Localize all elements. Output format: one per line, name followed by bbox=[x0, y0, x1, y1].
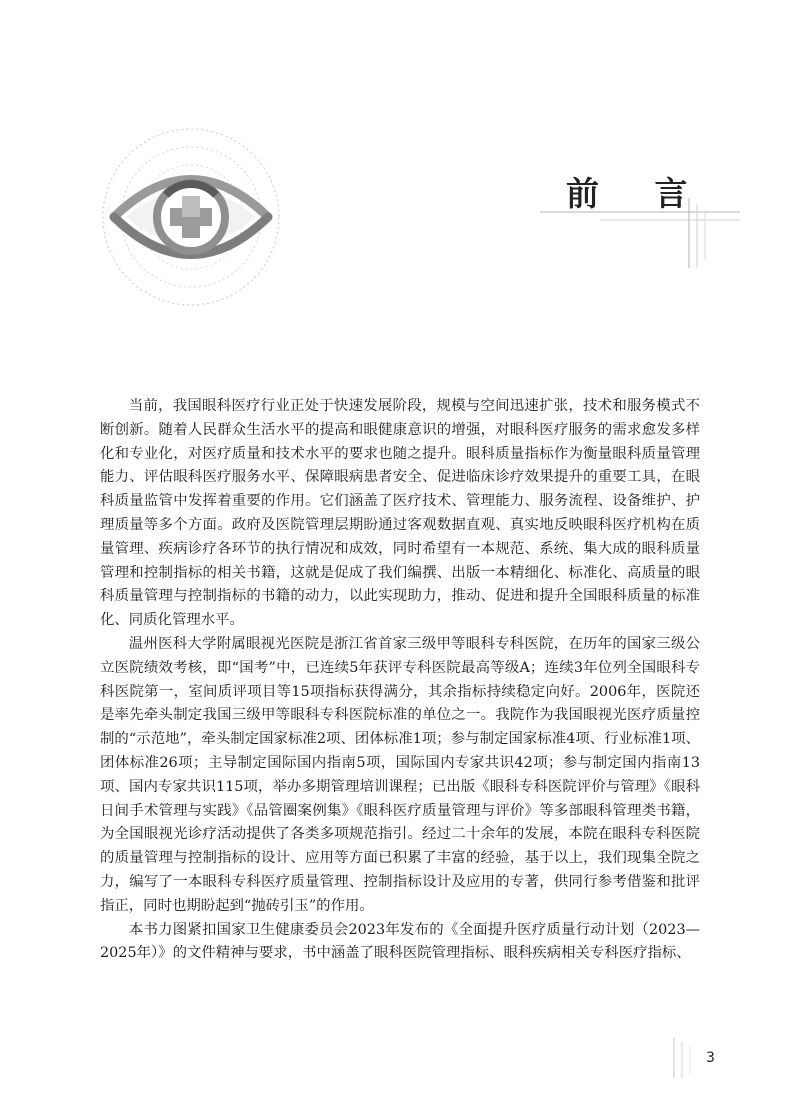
paragraph: 当前，我国眼科医疗行业正处于快速发展阶段，规模与空间迅速扩张，技术和服务模式不断创新。随着人民群众生活水平的提高和眼健康意识的增强，对眼科医疗服务的需求愈发多样化和专业化，对医疗质量和技术水平的要求也随之提升。眼科质量指标作为衡量眼科质量管理能力、评估眼科医疗服务水平、保障眼病患者安全、促进临床诊疗效果提升的重要工具，在眼科质量监管中发挥着重要的作用。它们涵盖了医疗技术、管理能力、服务流程、设备维护、护理质量等多个方面。政府及医院管理层期盼通过客观数据直观、真实地反映眼科医疗机构在质量管理、疾病诊疗各环节的执行情况和成效，同时希望有一本规范、系统、集大成的眼科质量管理和控制指标的相关书籍，这就是促成了我们编撰、出版一本精细化、标准化、高质量的眼科质量管理与控制指标的书籍的动力，以此实现助力，推动、促进和提升全国眼科质量的标准化、同质化管理水平。 bbox=[100, 398, 700, 629]
page-number: 3 bbox=[706, 1050, 715, 1066]
eye-medical-cross-icon bbox=[96, 122, 286, 312]
page-footer bbox=[650, 1038, 730, 1078]
paragraph: 本书力图紧扣国家卫生健康委员会2023年发布的《全面提升医疗质量行动计划（2023—2025年）》的文件精神与要求，书中涵盖了眼科医院管理指标、眼科疾病相关专科医疗指标、 bbox=[100, 921, 700, 962]
footer-lines-decoration bbox=[650, 1038, 700, 1078]
paragraph: 温州医科大学附属眼视光医院是浙江省首家三级甲等眼科专科医院，在历年的国家三级公立医院绩效考核，即“国考”中，已连续5年获评专科医院最高等级A；连续3年位列全国眼科专科医院第一，室间质评项目等15项指标获得满分，其余指标持续稳定向好。2006年，医院还是率先牵头制定我国三级甲等眼科专科医院标准的单位之一。我院作为我国眼视光医疗质量控制的“示范地”，牵头制定国家标准2项、团体标准1项；参与制定国家标准4项、行业标准1项、团体标准26项；主导制定国际国内指南5项，国际国内专家共识42项；参与制定国内指南13项、国内专家共识115项，举办多期管理培训课程；已出版《眼科专科医院评价与管理》《眼科日间手术管理与实践》《品管圈案例集》《眼科医疗质量管理与评价》等多部眼科管理类书籍，为全国眼视光诊疗活动提供了各类多项规范指引。经过二十余年的发展，本院在眼科专科医院的质量管理与控制指标的设计、应用等方面已积累了丰富的经验，基于以上，我们现集全院之力，编写了一本眼科专科医疗质量管理、控制指标设计及应用的专著，供同行参考借鉴和批评指正，同时也期盼起到“抛砖引玉”的作用。 bbox=[100, 635, 700, 914]
body-text bbox=[100, 395, 700, 966]
page-title: 前 言 bbox=[566, 174, 710, 213]
